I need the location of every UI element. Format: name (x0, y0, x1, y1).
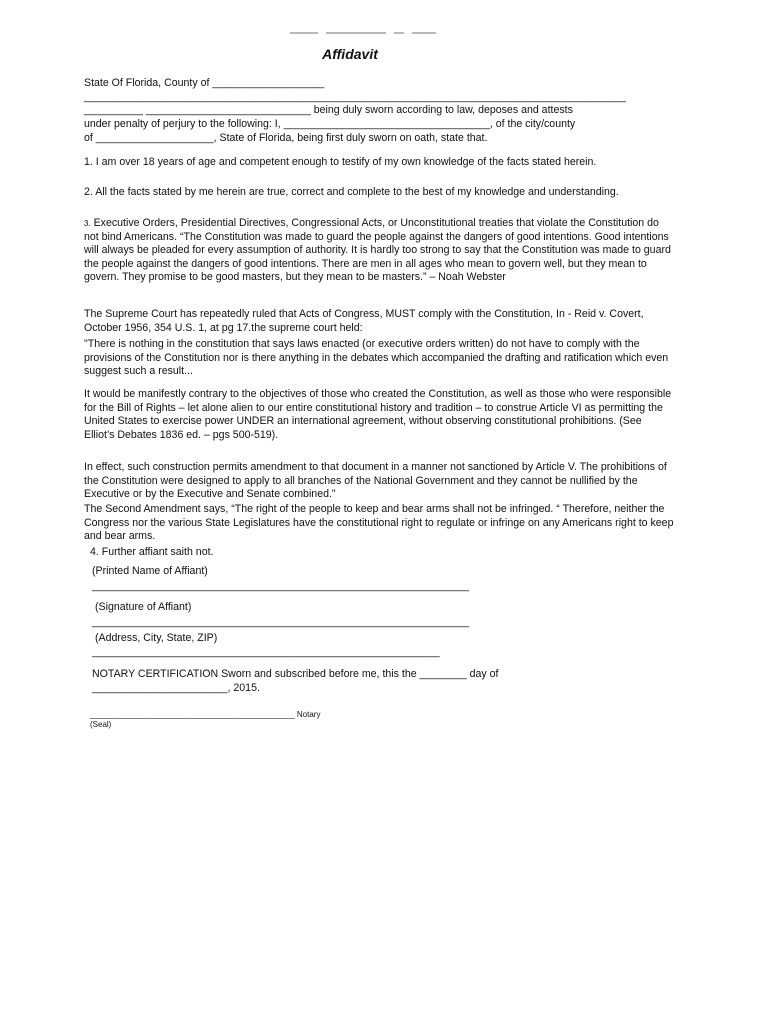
item-1-text: 1. I am over 18 years of age and competent enough to testify of my own knowledge of the facts stated herein. (84, 156, 597, 168)
county-line: State Of Florida, County of ___________________ (84, 77, 325, 89)
signature-label: (Signature of Affiant) (95, 601, 192, 613)
blank-line: ____________________________________________________________________________________________ (84, 91, 627, 103)
document-title: Affidavit (322, 46, 378, 62)
notary-signature-line: ______________________________________________ (90, 710, 295, 719)
supreme-court-paragraph (84, 308, 674, 335)
quote-3-text: In effect, such construction permits amendment to that document in a manner not sanctioned by Article V. The prohibitions of the Constitution were designed to apply to all branches of the National Government and they cannot be nullified by the Executive or by the Executive and Senate combined." (84, 461, 667, 501)
quote-2-paragraph (84, 388, 674, 442)
item-3-number: 3. (84, 219, 91, 228)
item-1 (84, 156, 674, 170)
top-scan-mark (290, 32, 440, 34)
second-amendment-paragraph (84, 503, 674, 544)
of-line: of ____________________, State of Florida, being first duly sworn on oath, state that. (84, 132, 488, 144)
notary-signature-row (90, 710, 320, 720)
item-3 (84, 217, 674, 285)
address-line: ___________________________________________________________ (92, 646, 440, 658)
seal-label: (Seal) (90, 720, 112, 729)
perjury-line: under penalty of perjury to the following: I, ___________________________________, of the city/county (84, 118, 576, 130)
second-amendment-text: The Second Amendment says, “The right of the people to keep and bear arms shall not be infringed. “ Therefore, neither the Congress nor the various State Legislatures have the constitutional right to regulate or infringe on any Americans right to keep and bear arms. (84, 503, 674, 543)
item-3-text: Executive Orders, Presidential Directives, Congressional Acts, or Unconstitutional treaties that violate the Constitution do not bind Americans. “The Constitution was made to guard the people against the dangers of good intentions. Good intentions will always be pleaded for every assumption of authority. It is hardly too strong to say that the Constitution was made to guard the people against the dangers of good intentions. There are men in all ages who mean to govern well, but they mean to govern. They promise to be good masters, but they mean to be masters.” – Noah Webster (84, 217, 671, 284)
notary-label: Notary (296, 710, 321, 719)
address-label: (Address, City, State, ZIP) (95, 632, 218, 644)
quote-1-paragraph (84, 338, 674, 379)
printed-name-label: (Printed Name of Affiant) (92, 565, 208, 577)
signature-line: ________________________________________________________________ (92, 616, 470, 628)
sworn-line: __________ ____________________________ being duly sworn according to law, deposes and attests (84, 104, 573, 116)
supreme-court-text: The Supreme Court has repeatedly ruled that Acts of Congress, MUST comply with the Constitution, In - Reid v. Covert, October 1956, 354 U.S. 1, at pg 17.the supreme court held: (84, 308, 644, 334)
item-2 (84, 186, 674, 200)
printed-name-line: ________________________________________________________________ (92, 580, 470, 592)
quote-3-paragraph (84, 461, 674, 502)
item-2-text: 2. All the facts stated by me herein are true, correct and complete to the best of my knowledge and understanding. (84, 186, 619, 198)
quote-1-text: "There is nothing in the constitution that says laws enacted (or executive orders written) do not have to comply with the provisions of the Constitution nor is there anything in the debates which accompanied the drafting and ratification which even suggest such a result... (84, 338, 669, 378)
item-4: 4. Further affiant saith not. (90, 546, 214, 558)
date-line: _______________________, 2015. (92, 682, 260, 694)
notary-certification: NOTARY CERTIFICATION Sworn and subscribed before me, this the ________ day of (92, 668, 499, 680)
quote-2-text: It would be manifestly contrary to the objectives of those who created the Constitution, as well as those who were responsible for the Bill of Rights – let alone alien to our entire constitutional history and tradition – to construe Article VI as permitting the United States to exercise power UNDER an international agreement, without observing constitutional prohibitions. (See Elliot’s Debates 1836 ed. – pgs 500-519). (84, 388, 672, 441)
